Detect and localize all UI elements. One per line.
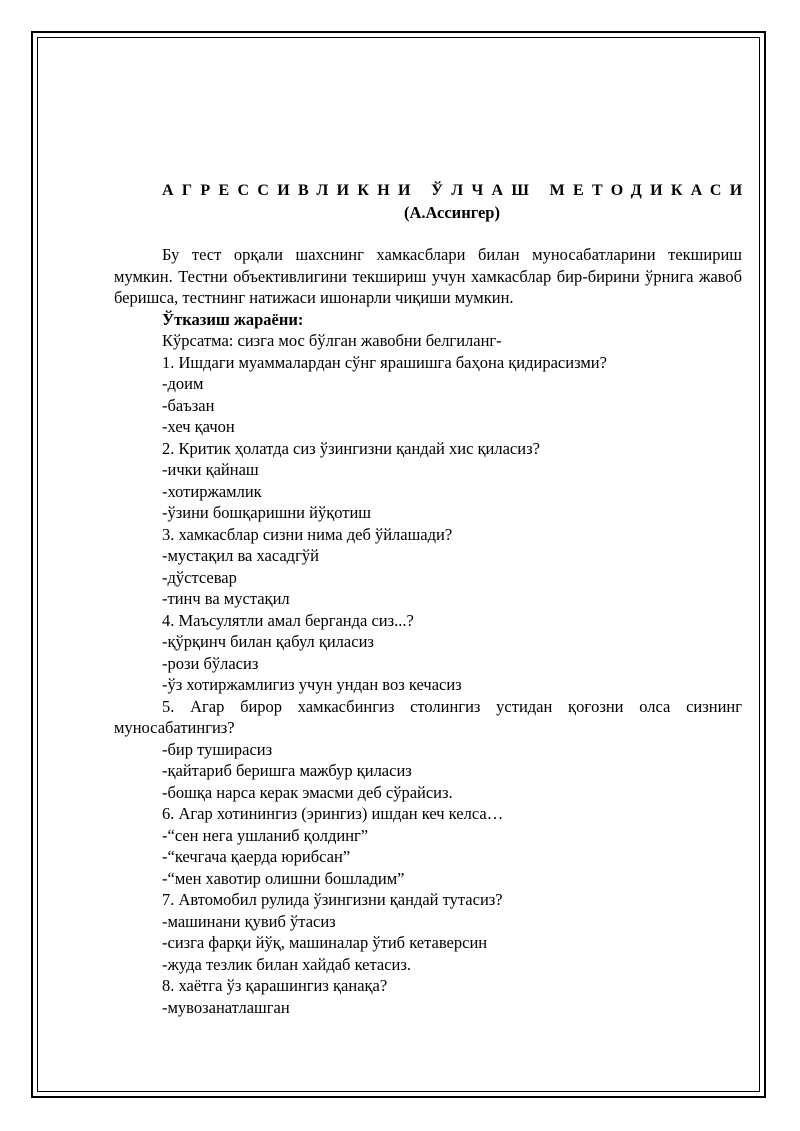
answer-option: -ички қайнаш <box>162 460 259 479</box>
answer-option: -дўстсевар <box>162 567 237 587</box>
answer-option: -хотиржамлик <box>162 481 262 501</box>
document-body <box>114 180 751 1018</box>
intro-paragraph: Бу тест орқали шахснинг хамкасблари билан муносабатларини текшириш мумкин. Тестни объективлигини текшириш учун хамкасблар бир-бирини ўрнига жавоб беришса, тестнинг натижаси ишонарли чиқиши мумкин. <box>114 245 742 307</box>
answer-option: -доим <box>162 374 204 393</box>
question-text: 7. Автомобил рулида ўзингизни қандай тутасиз? <box>162 890 503 909</box>
question-text: 1. Ишдаги муаммалардан сўнг ярашишга баҳона қидирасизми? <box>162 352 607 372</box>
instruction-text: Кўрсатма: сизга мос бўлган жавобни белгиланг- <box>162 331 502 350</box>
answer-option: -ўзини бошқаришни йўқотиш <box>162 503 372 522</box>
answer-option: -рози бўласиз <box>162 653 259 673</box>
document-author: (А.Ассингер) <box>404 203 500 222</box>
answer-option: -қўрқинч билан қабул қиласиз <box>162 632 374 651</box>
answer-option: -бир туширасиз <box>162 739 273 759</box>
answer-option: -машинани қувиб ўтасиз <box>162 911 336 931</box>
question-list <box>114 352 742 1019</box>
procedure-heading: Ўтказиш жараёни: <box>162 309 304 329</box>
answer-option: -“кечгача қаерда юрибсан” <box>162 847 351 866</box>
answer-option: -бошқа нарса керак эмасми деб сўрайсиз. <box>162 782 453 802</box>
answer-option: -сизга фарқи йўқ, машиналар ўтиб кетаверсин <box>162 933 488 952</box>
question-text: 4. Маъсулятли амал берганда сиз...? <box>162 610 414 630</box>
answer-option: -мустақил ва хасадгўй <box>162 546 319 565</box>
answer-option: -“сен нега ушланиб қолдинг” <box>162 825 369 845</box>
document-title: АГРЕССИВЛИКНИ ЎЛЧАШ МЕТОДИКАСИ <box>162 182 751 199</box>
question-text: 6. Агар хотинингиз (эрингиз) ишдан кеч келса… <box>162 804 504 823</box>
answer-option: -хеч қачон <box>162 417 235 436</box>
answer-option: -ўз хотиржамлигиз учун ундан воз кечасиз <box>162 675 462 694</box>
question-text: 2. Критик ҳолатда сиз ўзингизни қандай хис қиласиз? <box>162 438 540 458</box>
answer-option: -жуда тезлик билан хайдаб кетасиз. <box>162 954 412 974</box>
answer-option: -мувозанатлашган <box>162 997 290 1017</box>
question-text: 8. хаётга ўз қарашингиз қанақа? <box>162 976 388 995</box>
answer-option: -тинч ва мустақил <box>162 589 290 608</box>
question-text: 5. Агар бирор хамкасбингиз столингиз устидан қоғозни олса сизнинг муносабатингиз? <box>114 696 742 737</box>
answer-option: -қайтариб беришга мажбур қиласиз <box>162 761 412 780</box>
question-text: 3. хамкасблар сизни нима деб ўйлашади? <box>162 524 453 544</box>
answer-option: -“мен хавотир олишни бошладим” <box>162 868 405 888</box>
answer-option: -баъзан <box>162 395 215 415</box>
